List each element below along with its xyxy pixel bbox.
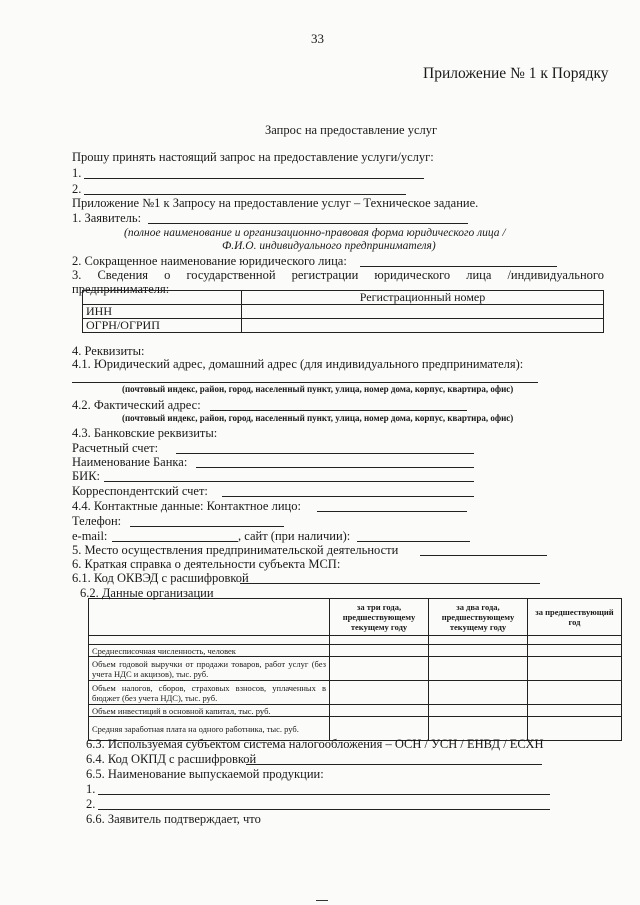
bank-name-label: Наименование Банка: [72,455,188,469]
email-field[interactable] [112,541,238,542]
organization-data-table [88,598,622,741]
table-cell[interactable] [429,705,528,717]
product-item-2-label: 2. [86,797,96,811]
phone-field[interactable] [130,526,284,527]
document-title: Запрос на предоставление услуг [265,123,438,137]
header-previous-year: за предшествующий год [528,599,622,636]
footer-mark [316,900,328,901]
account-field[interactable] [176,453,474,454]
bik-label: БИК: [72,469,101,483]
actual-address-hint: (почтовый индекс, район, город, населенный пункт, улица, номер дома, корпус, квартира, офис) [122,413,514,423]
applicant-hint-line-1: (полное наименование и организационно-правовая форма юридического лица / [124,227,506,239]
page-number: 33 [311,31,324,46]
appendix-title: Приложение № 1 к Порядку [423,65,609,82]
okved-field[interactable] [240,583,540,584]
email-label: e-mail: [72,529,108,543]
table-cell[interactable] [429,645,528,657]
table-cell[interactable] [330,705,429,717]
registration-table [82,290,604,333]
corr-account-field[interactable] [222,496,474,497]
okpd-label: 6.4. Код ОКПД с расшифровкой [86,752,257,766]
site-field[interactable] [357,541,470,542]
registration-info-line-1: 3. Сведения о государственной регистрации юридического лица /индивидуального [72,268,604,282]
okved-label: 6.1. Код ОКВЭД с расшифровкой [72,571,249,585]
reg-table-corner-cell [83,291,242,305]
service-item-2-label: 2. [72,182,82,196]
service-item-1-label: 1. [72,166,82,180]
legal-address-hint: (почтовый индекс, район, город, населенный пункт, улица, номер дома, корпус, квартира, офис) [122,384,514,394]
header-two-years: за два года, предшествующему текущему году [429,599,528,636]
product-item-1-label: 1. [86,782,96,796]
header-three-years: за три года, предшествующему текущему году [330,599,429,636]
business-place-label: 5. Место осуществления предпринимательской деятельности [72,543,399,557]
business-place-field[interactable] [420,555,547,556]
contacts-label: 4.4. Контактные данные: Контактное лицо: [72,499,301,513]
table-cell[interactable] [528,681,622,705]
table-cell[interactable] [528,657,622,681]
okpd-field[interactable] [246,764,542,765]
applicant-label: 1. Заявитель: [72,211,142,225]
intro-text: Прошу принять настоящий запрос на предоставление услуги/услуг: [72,150,434,164]
table-cell[interactable] [330,657,429,681]
row-label-revenue: Объем годовой выручки от продажи товаров, работ услуг (без учета НДС и акцизов), тыс. руб. [89,657,330,681]
row-label-salary: Средняя заработная плата на одного работника, тыс. руб. [89,717,330,741]
requisites-heading: 4. Реквизиты: [72,344,145,358]
bank-requisites-heading: 4.3. Банковские реквизиты: [72,426,218,440]
product-item-2-field[interactable] [98,809,550,810]
row-label-taxes: Объем налогов, сборов, страховых взносов, уплаченных в бюджет (без учета НДС), тыс. руб. [89,681,330,705]
registration-info-line-2: предпринимателя: [72,282,170,296]
inn-label: ИНН [83,305,242,319]
site-label: , сайт (при наличии): [238,529,351,543]
table-cell[interactable] [528,705,622,717]
ogrn-label: ОГРН/ОГРИП [83,319,242,333]
service-item-1-field[interactable] [84,178,424,179]
products-label: 6.5. Наименование выпускаемой продукции: [86,767,324,781]
service-item-2-field[interactable] [84,194,406,195]
account-label: Расчетный счет: [72,441,159,455]
legal-address-label: 4.1. Юридический адрес, домашний адрес (для индивидуального предпринимателя): [72,357,524,371]
brief-info-heading: 6. Краткая справка о деятельности субъекта МСП: [72,557,341,571]
row-label-investments: Объем инвестиций в основной капитал, тыс. руб. [89,705,330,717]
contact-person-field[interactable] [317,511,467,512]
confirmation-text: 6.6. Заявитель подтверждает, что [86,812,261,826]
org-data-heading: 6.2. Данные организации [80,586,214,600]
applicant-field[interactable] [148,223,468,224]
product-item-1-field[interactable] [98,794,550,795]
attachment-note: Приложение №1 к Запросу на предоставление услуг – Техническое задание. [72,196,479,210]
applicant-hint-line-2: Ф.И.О. индивидуального предпринимателя) [222,240,436,252]
table-cell[interactable] [429,681,528,705]
table-cell[interactable] [429,657,528,681]
table-cell[interactable] [330,681,429,705]
table-cell[interactable] [330,645,429,657]
actual-address-label: 4.2. Фактический адрес: [72,398,201,412]
row-label-headcount: Среднесписочная численность, человек [89,645,330,657]
short-name-field[interactable] [360,266,557,267]
short-name-label: 2. Сокращенное наименование юридического лица: [72,254,347,268]
phone-label: Телефон: [72,514,122,528]
table-cell[interactable] [528,645,622,657]
bik-field[interactable] [104,481,474,482]
corr-account-label: Корреспондентский счет: [72,484,208,498]
reg-number-header: Регистрационный номер [242,291,604,305]
bank-name-field[interactable] [196,467,474,468]
inn-value-cell[interactable] [242,305,604,319]
org-table-corner-cell [89,599,330,636]
tax-system-label: 6.3. Используемая субъектом система налогообложения – ОСН / УСН / ЕНВД / ЕСХН [86,737,544,751]
ogrn-value-cell[interactable] [242,319,604,333]
